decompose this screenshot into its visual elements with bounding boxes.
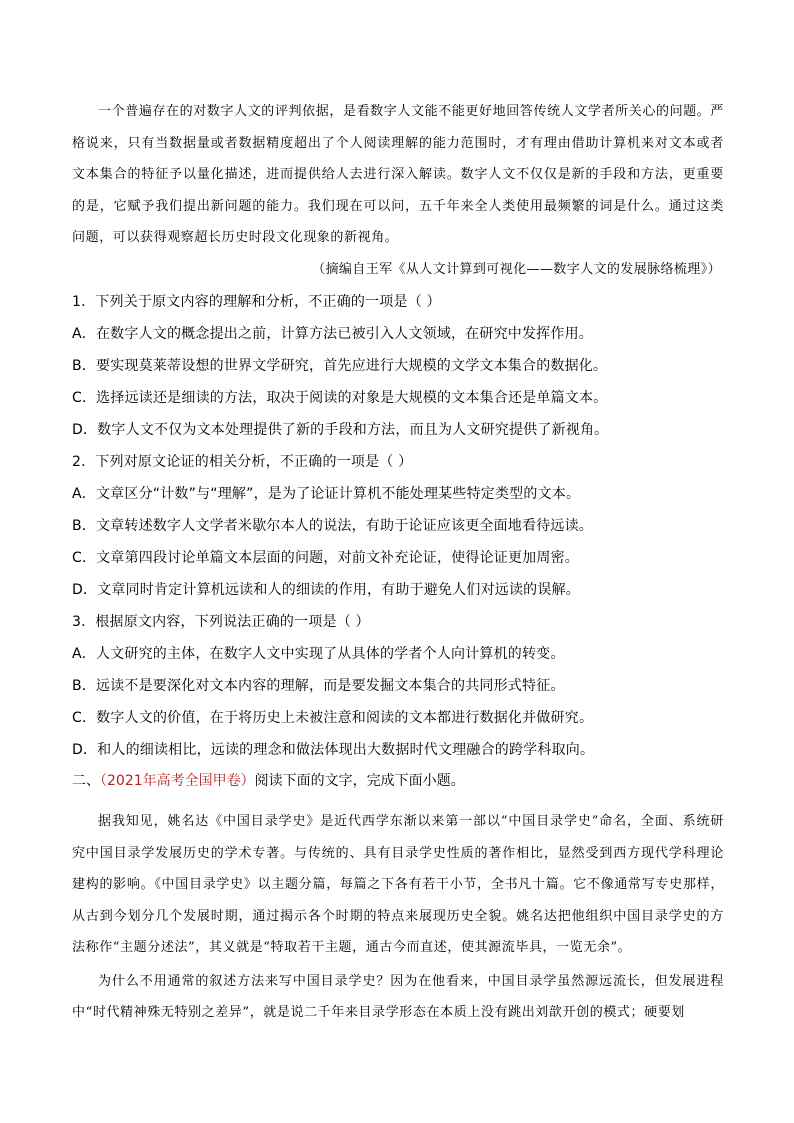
passage1-text: 一个普遍存在的对数字人文的评判依据，是看数字人文能不能更好地回答传统人文学者所关心的问题。严格说来，只有当数据量或者数据精度超出了个人阅读理解的能力范围时，才有理由借助计算机来对文本或者文本集合的特征予以量化描述，进而提供给人去进行深入解读。数字人文不仅仅是新的手段和方法，更重要的是，它赋予我们提出新问题的能力。我们现在可以问，五千年来全人类使用最频繁的词是什么。通过这类问题，可以获得观察超长历史时段文化现象的新视角。: [72, 104, 724, 245]
question-option: B．要实现莫莱蒂设想的世界文学研究，首先应进行大规模的文学文本集合的数据化。: [72, 358, 608, 374]
question-stem: 2．下列对原文论证的相关分析，不正确的一项是（ ）: [72, 454, 413, 470]
passage2-paragraph2: 为什么不用通常的叙述方法来写中国目录学史？因为在他看来，中国目录学虽然源远流长，但发展进程中“时代精神殊无特别之差异”，就是说二千年来目录学形态在本质上没有跳出刘歆开创的模式；硬要划: [72, 973, 724, 1020]
section-title: [72, 770, 465, 790]
question-option: D．数字人文不仅为文本处理提供了新的手段和方法，而且为人文研究提供了新视角。: [72, 422, 609, 438]
question-option: B．文章转述数字人文学者米歇尔本人的说法，有助于论证应该更全面地看待远读。: [72, 518, 594, 534]
question-option: C．数字人文的价值，在于将历史上未被注意和阅读的文本都进行数据化并做研究。: [72, 710, 594, 726]
question-option: D．和人的细读相比，远读的理念和做法体现出大数据时代文理融合的跨学科取向。: [72, 742, 595, 758]
exam-source-highlight: （2021年高考全国甲卷）: [100, 773, 255, 789]
question-option: B．远读不是要深化对文本内容的理解，而是要发掘文本集合的共同形式特征。: [72, 678, 565, 694]
passage-paragraph: [72, 96, 724, 254]
question-option: C．选择远读还是细读的方法，取决于阅读的对象是大规模的文本集合还是单篇文本。: [72, 390, 608, 406]
question-stem: 1．下列关于原文内容的理解和分析，不正确的一项是（ ）: [72, 294, 441, 310]
question-stem: 3．根据原文内容，下列说法正确的一项是（ ）: [72, 614, 370, 630]
question-option: A．人文研究的主体，在数字人文中实现了从具体的学者个人向计算机的转变。: [72, 646, 565, 662]
question-option: D．文章同时肯定计算机远读和人的细读的作用，有助于避免人们对远读的误解。: [72, 582, 580, 598]
question-option: C．文章第四段讨论单篇文本层面的问题，对前文补充论证，使得论证更加周密。: [72, 550, 579, 566]
passage2-paragraph1: 据我知见，姚名达《中国目录学史》是近代西学东渐以来第一部以“中国目录学史”命名，全面、系统研究中国目录学发展历史的学术专著。与传统的、具有目录学史性质的著作相比，显然受到西方现代学科理论建构的影响。《中国目录学史》以主题分篇，每篇之下各有若干小节，全书凡十篇。它不像通常写专史那样，从古到今划分几个发展时期，通过揭示各个时期的特点来展现历史全貌。姚名达把他组织中国目录学史的方法称作“主题分述法”，其义就是“特取若干主题，通古今而直述，使其源流毕具，一览无余”。: [72, 814, 724, 955]
question-option: A．文章区分“计数”与“理解”，是为了论证计算机不能处理某些特定类型的文本。: [72, 486, 581, 502]
passage-source: （摘编自王军《从人文计算到可视化——数字人文的发展脉络梳理》）: [312, 262, 721, 277]
question-option: A．在数字人文的概念提出之前，计算方法已被引入人文领域，在研究中发挥作用。: [72, 326, 593, 342]
section-instruction: 阅读下面的文字，完成下面小题。: [254, 773, 465, 789]
passage2-block: [72, 806, 724, 1029]
section-prefix: 二、: [72, 773, 100, 789]
